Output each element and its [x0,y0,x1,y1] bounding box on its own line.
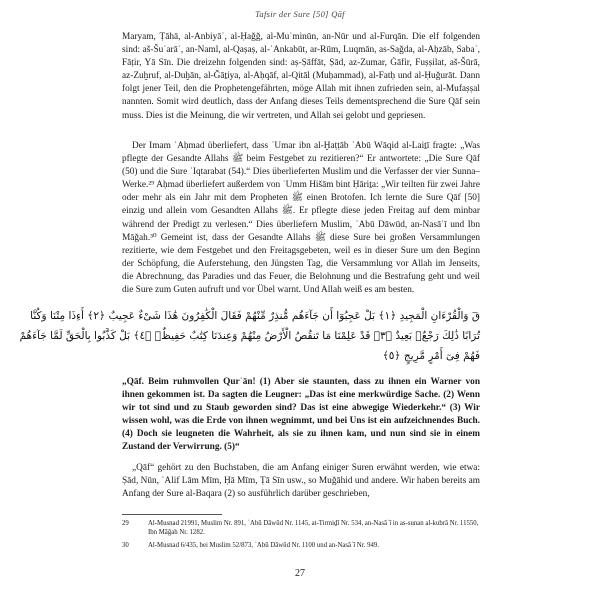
arabic-line-3: فَهُمْ فِىٓ أَمْرٍ مَّرِيجٍ ﴿٥﴾ [382,350,480,362]
intro-paragraph-block [122,31,480,123]
arabic-verses [19,306,480,368]
footnote-number: 29 [122,520,129,527]
intro-paragraph: Maryam, Ṭāhā, al-Anbiyāʾ, al-Ḥaǧǧ, al-Muʾminūn, an-Nūr und al-Furqān. Die elf folgenden sind: aš-Šuʿarāʾ, an-Naml, al-Qaṣaṣ, al-ʿAnkabūt, ar-Rūm, Luqmān, as-Saǧda, al-Aḥzāb, Sabaʾ, Fāṭir, Yā Sīn. Die dreizehn folgenden sind: aṣ-Ṣāffāt, Ṣād, az-Zumar, Ġāfir, Fuṣṣilat, aš-Šūrā, az-Zuḫruf, al-Duḫān, al-Ǧāṯiya, al-Aḥqāf, al-Qitāl (Muḥammad), al-Fatḥ und al-Ḥuǧurāt. Dann folgt jener Teil, den die Prophetengefährten, möge Allah mit ihnen zufrieden sein, al-Mufaṣṣal nannten. Somit wird deutlich, dass der Anfang dieses Teils dementsprechend die Sure Qāf sein muss. Dies ist die Meinung, die wir vertreten, und Allah sei gelobt und gepriesen. [122,32,480,121]
footnote-divider [122,514,222,515]
arabic-line-2: تُرَابًا ذَٰلِكَ رَجْعٌۢ بَعِيدٌ ﴿٣﴾ قَدْ عَلِمْنَا مَا تَنقُصُ الْأَرْضُ مِنْهُمْ وَعِندَنَا كِتَٰبٌ حَفِيظٌۢ ﴿٤﴾ بَلْ كَذَّبُوا بِالْحَقِّ لَمَّا جَآءَهُمْ [19,330,480,342]
footnote-text: Al-Musnad 6/435, bei Muslim 52/873, ʾAbū Dāwūd Nr. 1100 und an-Nasāʾī Nr. 949. [148,541,380,549]
running-head: Tafsir der Sure [50] Qāf [255,9,345,19]
footnotes [122,519,480,553]
commentary-block [122,462,480,501]
arabic-line-1: قٓ وَالْقُرْءَانِ الْمَجِيدِ ﴿١﴾ بَلْ عَجِبُوٓا أَن جَآءَهُم مُّنذِرٌ مِّنْهُمْ فَقَالَ الْكَٰفِرُونَ هَٰذَا شَىْءٌ عَجِيبٌ ﴿٢﴾ أَءِذَا مِتْنَا وَكُنَّا [30,310,480,322]
verse-translation: „Qāf. Beim ruhmvollen Qurʾān! (1) Aber sie staunten, dass zu ihnen ein Warner von ihnen gekommen ist. Da sagten die Leugner: „Das ist eine merkwürdige Sache. (2) Wenn wir tot sind und zu Staub geworden sind? Das ist eine abwegige Wiederkehr.“ (3) Wir wissen wohl, was die Erde von ihnen wegnimmt, und bei Uns ist ein aufzeichnendes Buch. (4) Doch sie leugneten die Wahrheit, als sie zu ihnen kam, und nun sind sie in einem Zustand der Verwirrung. (5)“ [122,377,480,453]
page-number: 27 [295,568,305,579]
footnote-number: 30 [122,541,129,549]
footnote-30 [122,541,480,550]
footnote-29 [122,519,480,538]
hadith-paragraph: Der Imam ʾAḥmad überliefert, dass ʿUmar ibn al-Ḫaṭṭāb ʾAbū Wāqid al-Laiṯī fragte: „Was pflegte der Gesandte Allahs ﷺ beim Festgebet zu rezitieren?“ Er antwortete: „Die Sure Qāf (50) und die Sure ʾIqtarabat (54).“ Dies überlieferten Muslim und die Verfasser der vier Sunna–Werke.²⁹ Aḥmad überliefert außerdem von ʾUmm Hišām bint Ḥāriṯa: „Wir teilten für zwei Jahre oder mehr als ein Jahr mit dem Propheten ﷺ einen Brotofen. Ich lernte die Sure Qāf [50] einzig und allein vom Gesandten Allahs ﷺ. Er pflegte diese jeden Freitag auf dem minbar während der Predigt zu verlesen.“ Dies überliefern Muslim, ʾAbū Dāwūd, an-Nasāʾī und Ibn Māǧah.³⁰ Gemeint ist, dass der Gesandte Allahs ﷺ diese Sure bei großen Versammlungen rezitierte, wie dem Festgebet und den Freitagsgebeten, weil es in dieser Sure um den Beginn der Schöpfung, die Auferstehung, den Jüngsten Tag, die Versammlung vor Allah im Jenseits, die Abrechnung, das Paradies und das Feuer, die Belohnung und die Bestrafung geht und weil die Sure zum Guten aufruft und vor Übel warnt. Und Allah weiß es am besten. [122,141,480,296]
hadith-paragraph-block [122,140,480,297]
commentary-paragraph: „Qāf“ gehört zu den Buchstaben, die am Anfang einiger Suren erwähnt werden, wie etwa: Ṣād, Nūn, ʾAlif Lām Mīm, Ḥā Mīm, Ṭā Sīn usw., so Muǧāhid und andere. Wir haben bereits am Anfang der Sure al-Baqara (2) so ausführlich darüber geschrieben, [122,463,480,500]
footnote-text: Al-Musnad 21991, Muslim Nr. 891, ʾAbū Dāwūd Nr. 1145, at-Tirmiḏī Nr. 534, an-Nasāʾī in as-sunan al-kubrā Nr. 11550, Ibn Māǧah Nr. 1282. [148,520,479,537]
